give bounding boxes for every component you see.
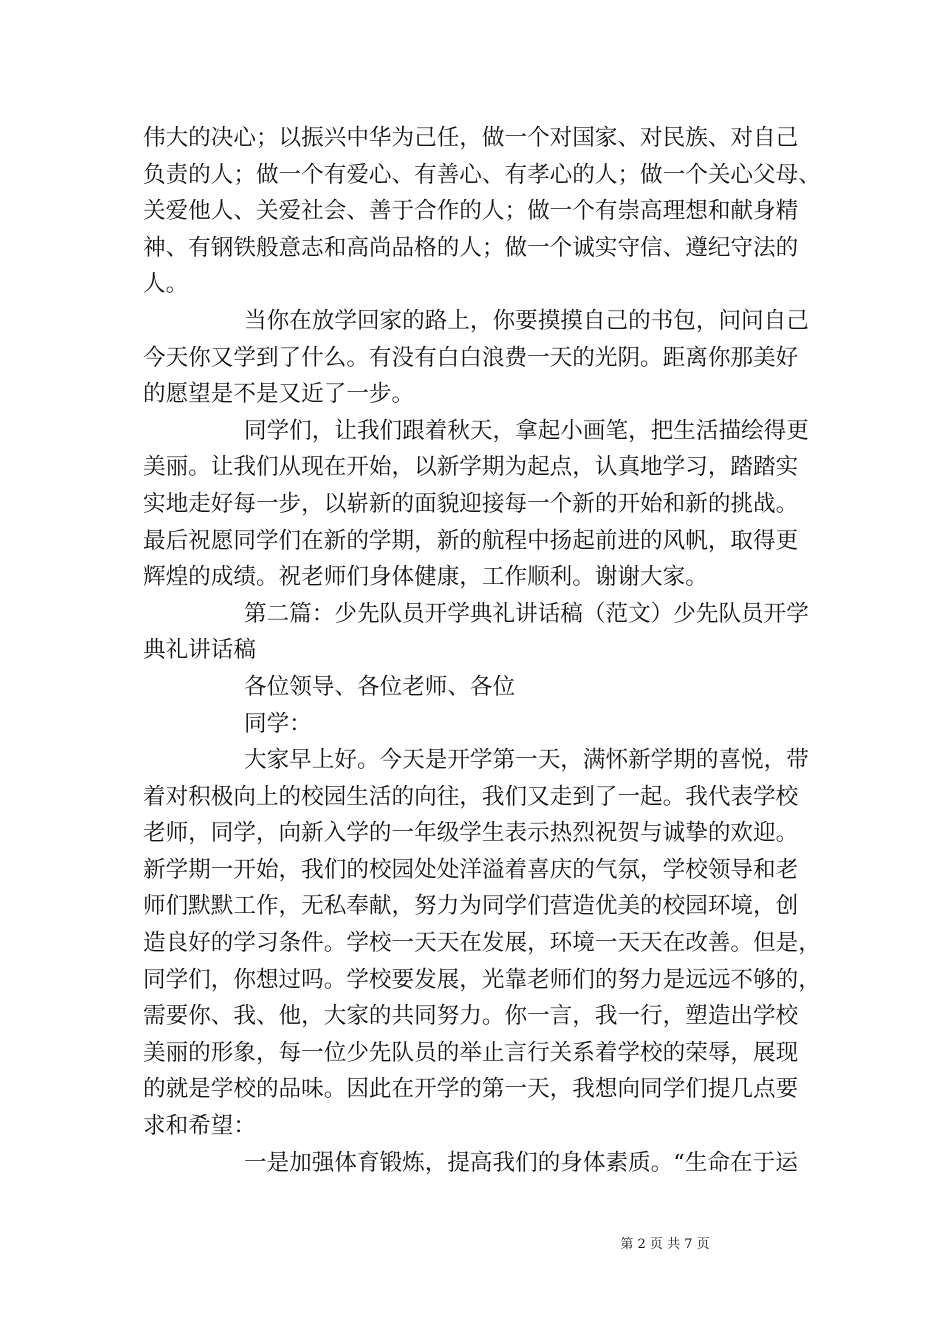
- text-line: 求和希望：: [143, 1113, 256, 1140]
- text-line: 美丽的形象，每一位少先队员的举止言行关系着学校的荣辱，展现: [143, 1039, 799, 1066]
- text-line: 各位领导、各位老师、各位: [244, 673, 516, 700]
- text-line: 当你在放学回家的路上，你要摸摸自己的书包，问问自己: [244, 307, 809, 334]
- text-line: 着对积极向上的校园生活的向往，我们又走到了一起。我代表学校: [143, 783, 799, 810]
- text-line: 关爱他人、关爱社会、善于合作的人；做一个有崇高理想和献身精: [143, 198, 799, 225]
- page-footer: [0, 1236, 950, 1254]
- text-line: 师们默默工作，无私奉献，努力为同学们营造优美的校园环境，创: [143, 893, 799, 920]
- text-line: 实地走好每一步，以崭新的面貌迎接每一个新的开始和新的挑战。: [143, 490, 799, 517]
- text-line: 伟大的决心；以振兴中华为己任，做一个对国家、对民族、对自己: [143, 125, 799, 151]
- text-line: 的就是学校的品味。因此在开学的第一天，我想向同学们提几点要: [143, 1076, 799, 1103]
- text-line: 辉煌的成绩。祝老师们身体健康，工作顺利。谢谢大家。: [143, 564, 708, 591]
- text-line: 新学期一开始，我们的校园处处洋溢着喜庆的气氛，学校领导和老: [143, 856, 799, 883]
- text-line: 最后祝愿同学们在新的学期，新的航程中扬起前进的风帆，取得更: [143, 527, 799, 554]
- text-line: 造良好的学习条件。学校一天天在发展，环境一天天在改善。但是，: [143, 930, 821, 957]
- text-line: 一是加强体育锻炼，提高我们的身体素质。“生命在于运: [244, 1149, 798, 1176]
- text-line: 负责的人；做一个有爱心、有善心、有孝心的人；做一个关心父母、: [143, 161, 821, 188]
- text-line: 第二篇：少先队员开学典礼讲话稿（范文）少先队员开学: [244, 600, 809, 627]
- text-line: 同学们，你想过吗。学校要发展，光靠老师们的努力是远远不够的，: [143, 966, 821, 993]
- text-line: 同学：: [244, 710, 312, 737]
- document-body: [143, 120, 821, 1181]
- page-number: 第 2 页 共 7 页: [620, 1237, 710, 1252]
- text-line: 人。: [143, 271, 189, 298]
- text-line: 需要你、我、他，大家的共同努力。你一言，我一行，塑造出学校: [143, 1003, 799, 1030]
- text-line: 老师，同学，向新入学的一年级学生表示热烈祝贺与诚挚的欢迎。: [143, 820, 799, 847]
- text-line: 今天你又学到了什么。有没有白白浪费一天的光阴。距离你那美好: [143, 344, 799, 371]
- text-line: 美丽。让我们从现在开始，以新学期为起点，认真地学习，踏踏实: [143, 454, 799, 481]
- text-line: 的愿望是不是又近了一步。: [143, 381, 415, 408]
- text-line: 同学们，让我们跟着秋天，拿起小画笔，把生活描绘得更: [244, 417, 809, 444]
- text-line: 大家早上好。今天是开学第一天，满怀新学期的喜悦，带: [244, 747, 809, 774]
- text-line: 典礼讲话稿: [143, 637, 256, 664]
- text-line: 神、有钢铁般意志和高尚品格的人；做一个诚实守信、遵纪守法的: [143, 234, 799, 261]
